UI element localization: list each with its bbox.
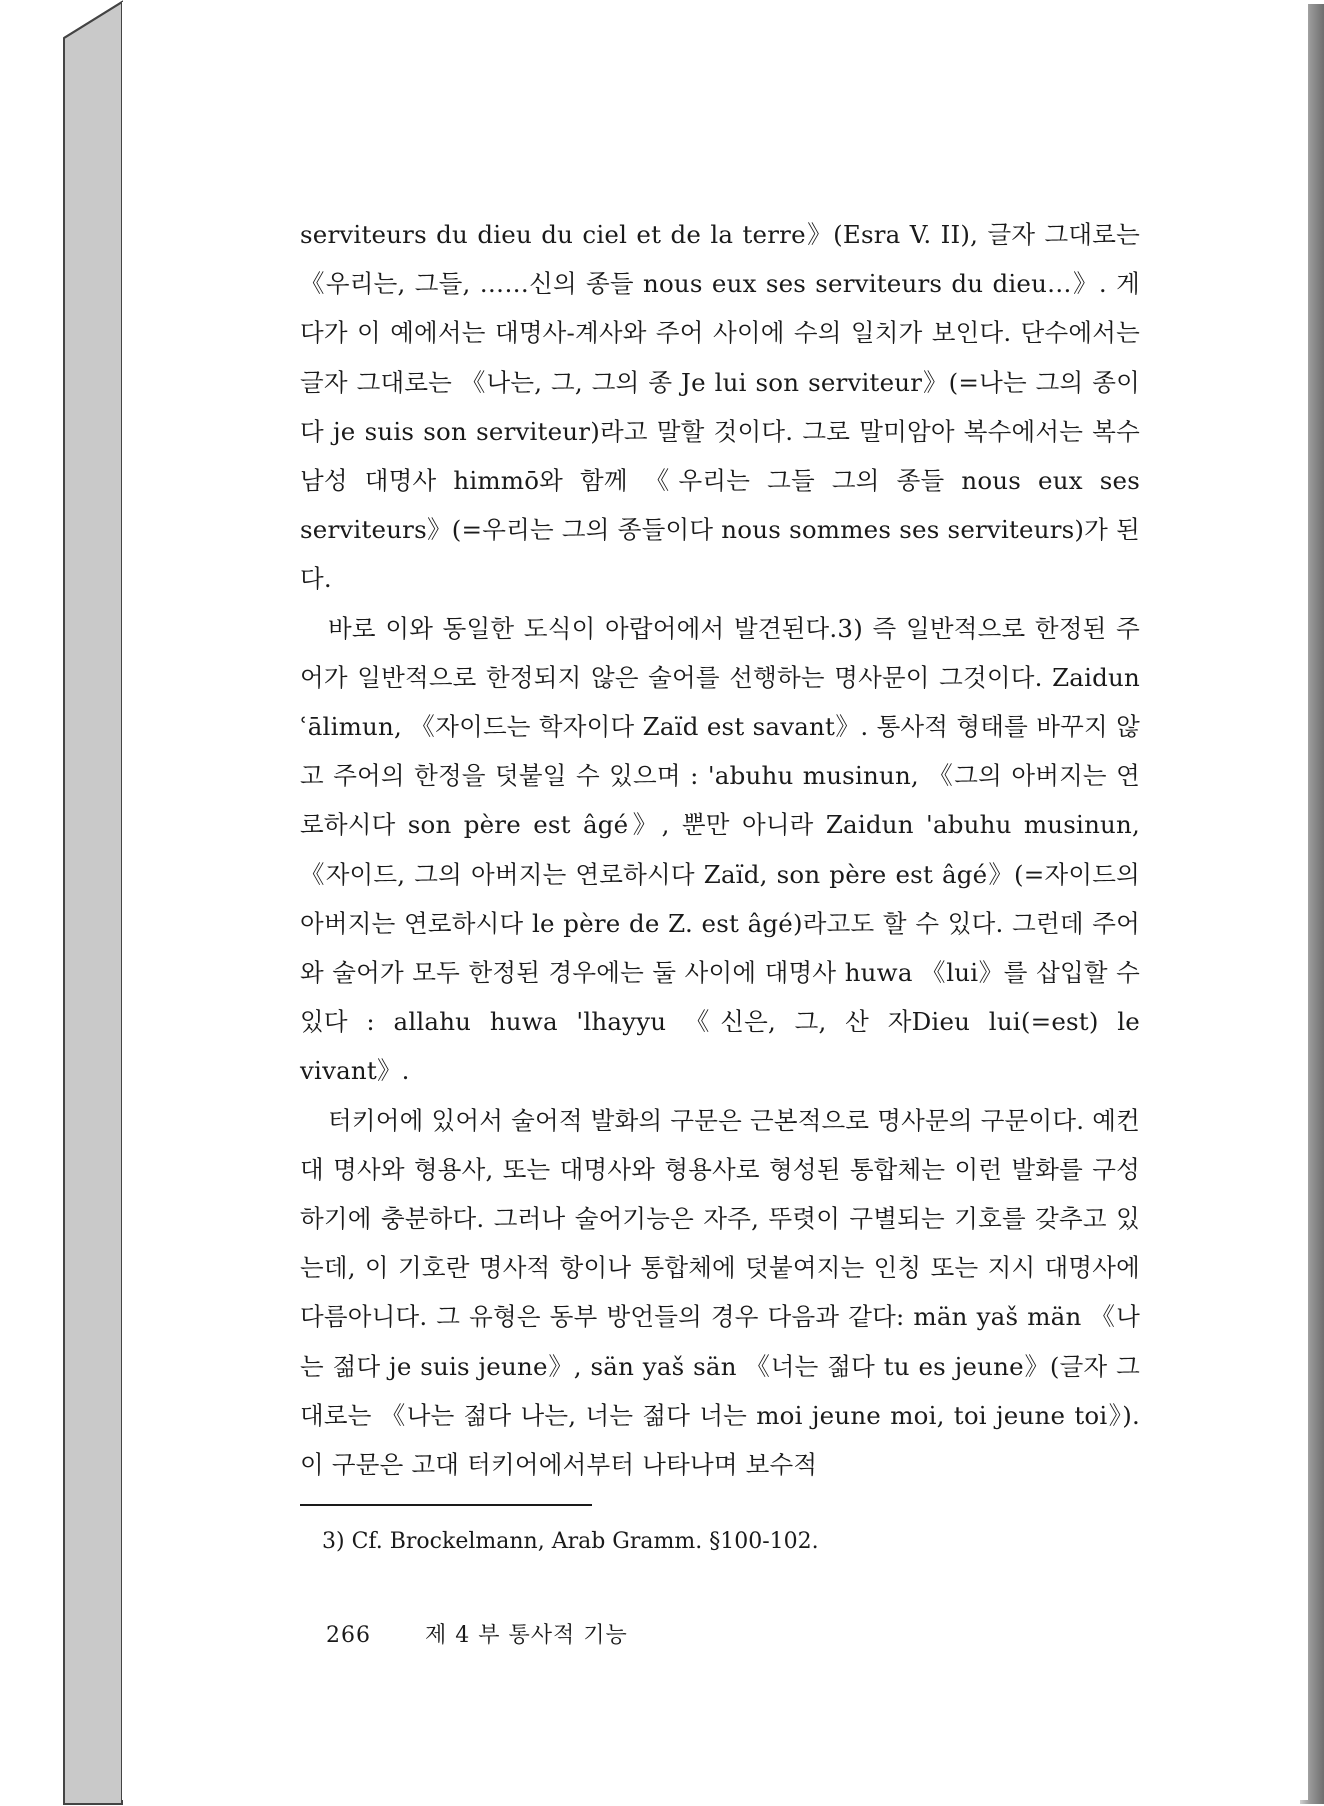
footnote-rule: [300, 1504, 592, 1506]
page-number: 266: [326, 1623, 371, 1648]
footnote: 3) Cf. Brockelmann, Arab Gramm. §100-102.: [322, 1529, 819, 1554]
body-text: [300, 210, 1140, 1489]
running-footer-section: 제 4 부 통사적 기능: [425, 1623, 628, 1648]
paragraph-1: serviteurs du dieu du ciel et de la terre》(Esra V. II), 글자 그대로는 《우리는, 그들, ……신의 종들 nous eux ses serviteurs du dieu…》. 게다가 이 예에서는 대명사-계사와 주어 사이에 수의 일치가 보인다. 단수에서는 글자 그대로는 《나는, 그, 그의 종 Je lui son serviteur》(=나는 그의 종이다 je suis son serviteur)라고 말할 것이다. 그로 말미암아 복수에서는 복수남성 대명사 himmō와 함께 《우리는 그들 그의 종들 nous eux ses serviteurs》(=우리는 그의 종들이다 nous sommes ses serviteurs)가 된다.: [300, 220, 1140, 594]
paragraph-3: 터키어에 있어서 술어적 발화의 구문은 근본적으로 명사문의 구문이다. 예컨대 명사와 형용사, 또는 대명사와 형용사로 형성된 통합체는 이런 발화를 구성하기에 충분하다. 그러나 술어기능은 자주, 뚜렷이 구별되는 기호를 갖추고 있는데, 이 기호란 명사적 항이나 통합체에 덧붙여지는 인칭 또는 지시 대명사에 다름아니다. 그 유형은 동부 방언들의 경우 다음과 같다: män yaš män 《나는 젊다 je suis jeune》, sän yaš sän 《너는 젊다 tu es jeune》(글자 그대로는 《나는 젊다 나는, 너는 젊다 너는 moi jeune moi, toi jeune toi》). 이 구문은 고대 터키어에서부터 나타나며 보수적: [300, 1105, 1140, 1480]
paragraph-2: 바로 이와 동일한 도식이 아랍어에서 발견된다.3) 즉 일반적으로 한정된 주어가 일반적으로 한정되지 않은 술어를 선행하는 명사문이 그것이다. Zaidun ʿālimun, 《자이드는 학자이다 Zaïd est savant》. 통사적 형태를 바꾸지 않고 주어의 한정을 덧붙일 수 있으며 : 'abuhu musinun, 《그의 아버지는 연로하시다 son père est âgé》, 뿐만 아니라 Zaidun 'abuhu musinun, 《자이드, 그의 아버지는 연로하시다 Zaïd, son père est âgé》(=자이드의 아버지는 연로하시다 le père de Z. est âgé)라고도 할 수 있다. 그런데 주어와 술어가 모두 한정된 경우에는 둘 사이에 대명사 huwa 《lui》를 삽입할 수 있다 : allahu huwa 'lhayyu 《신은, 그, 산 자Dieu lui(=est) le vivant》.: [300, 613, 1140, 1086]
page-footer: [326, 1620, 1146, 1652]
